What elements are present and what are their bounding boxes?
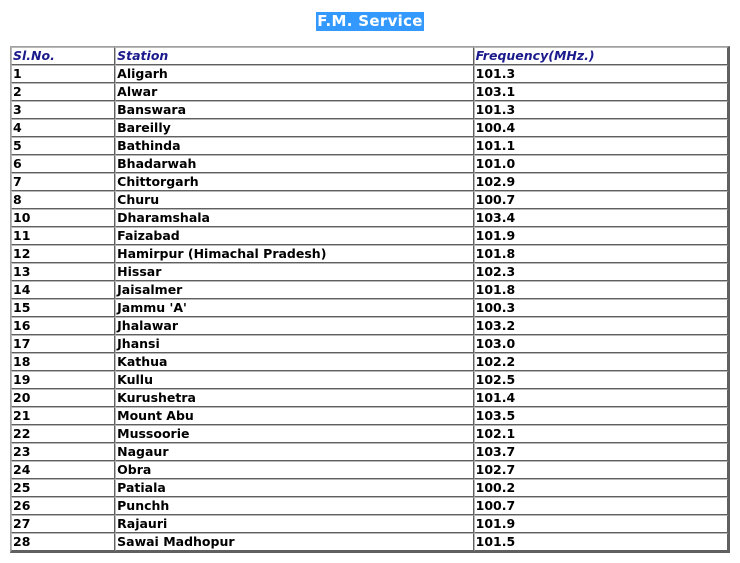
cell-station: Mussoorie xyxy=(115,425,474,443)
cell-station: Churu xyxy=(115,191,474,209)
cell-sl-no: 19 xyxy=(11,371,115,389)
cell-sl-no: 25 xyxy=(11,479,115,497)
table-row xyxy=(11,227,728,245)
cell-sl-no: 4 xyxy=(11,119,115,137)
cell-frequency: 103.4 xyxy=(474,209,728,227)
cell-station: Obra xyxy=(115,461,474,479)
cell-station: Faizabad xyxy=(115,227,474,245)
table-row xyxy=(11,353,728,371)
cell-frequency: 101.4 xyxy=(474,389,728,407)
table-row xyxy=(11,497,728,515)
table-row xyxy=(11,515,728,533)
cell-frequency: 100.2 xyxy=(474,479,728,497)
table-row xyxy=(11,533,728,551)
cell-sl-no: 21 xyxy=(11,407,115,425)
table-row xyxy=(11,389,728,407)
cell-frequency: 100.7 xyxy=(474,497,728,515)
cell-station: Sawai Madhopur xyxy=(115,533,474,551)
cell-frequency: 102.1 xyxy=(474,425,728,443)
header-sl-no: Sl.No. xyxy=(11,47,115,65)
cell-frequency: 102.2 xyxy=(474,353,728,371)
table-row xyxy=(11,335,728,353)
cell-station: Bhadarwah xyxy=(115,155,474,173)
table-row xyxy=(11,263,728,281)
cell-sl-no: 17 xyxy=(11,335,115,353)
table-row xyxy=(11,371,728,389)
cell-sl-no: 5 xyxy=(11,137,115,155)
cell-frequency: 101.9 xyxy=(474,227,728,245)
table-row xyxy=(11,461,728,479)
table-body xyxy=(11,65,728,551)
header-frequency: Frequency(MHz.) xyxy=(474,47,728,65)
table-row xyxy=(11,155,728,173)
cell-sl-no: 24 xyxy=(11,461,115,479)
cell-station: Chittorgarh xyxy=(115,173,474,191)
cell-station: Punchh xyxy=(115,497,474,515)
cell-station: Jhalawar xyxy=(115,317,474,335)
table-header-row xyxy=(11,47,728,65)
cell-frequency: 103.0 xyxy=(474,335,728,353)
cell-frequency: 102.3 xyxy=(474,263,728,281)
cell-sl-no: 3 xyxy=(11,101,115,119)
table-row xyxy=(11,119,728,137)
page-title-wrapper xyxy=(0,11,740,31)
cell-sl-no: 28 xyxy=(11,533,115,551)
table-row xyxy=(11,245,728,263)
fm-stations-table xyxy=(10,46,730,553)
table-row xyxy=(11,443,728,461)
cell-sl-no: 10 xyxy=(11,209,115,227)
table-row xyxy=(11,299,728,317)
cell-station: Jammu 'A' xyxy=(115,299,474,317)
cell-sl-no: 6 xyxy=(11,155,115,173)
cell-frequency: 101.1 xyxy=(474,137,728,155)
cell-station: Rajauri xyxy=(115,515,474,533)
cell-station: Jaisalmer xyxy=(115,281,474,299)
cell-frequency: 102.9 xyxy=(474,173,728,191)
cell-station: Hissar xyxy=(115,263,474,281)
cell-station: Bathinda xyxy=(115,137,474,155)
cell-station: Nagaur xyxy=(115,443,474,461)
cell-station: Patiala xyxy=(115,479,474,497)
cell-frequency: 101.5 xyxy=(474,533,728,551)
cell-frequency: 103.2 xyxy=(474,317,728,335)
cell-station: Mount Abu xyxy=(115,407,474,425)
table-row xyxy=(11,101,728,119)
cell-sl-no: 26 xyxy=(11,497,115,515)
cell-sl-no: 12 xyxy=(11,245,115,263)
table-row xyxy=(11,65,728,83)
table-row xyxy=(11,479,728,497)
cell-sl-no: 23 xyxy=(11,443,115,461)
cell-frequency: 103.5 xyxy=(474,407,728,425)
table-row xyxy=(11,425,728,443)
cell-frequency: 101.8 xyxy=(474,245,728,263)
cell-station: Bareilly xyxy=(115,119,474,137)
cell-sl-no: 7 xyxy=(11,173,115,191)
cell-frequency: 102.5 xyxy=(474,371,728,389)
cell-frequency: 101.9 xyxy=(474,515,728,533)
cell-sl-no: 20 xyxy=(11,389,115,407)
cell-station: Banswara xyxy=(115,101,474,119)
header-station: Station xyxy=(115,47,474,65)
table-row xyxy=(11,191,728,209)
cell-sl-no: 27 xyxy=(11,515,115,533)
cell-sl-no: 8 xyxy=(11,191,115,209)
cell-station: Jhansi xyxy=(115,335,474,353)
cell-sl-no: 16 xyxy=(11,317,115,335)
cell-station: Dharamshala xyxy=(115,209,474,227)
cell-sl-no: 15 xyxy=(11,299,115,317)
cell-frequency: 101.3 xyxy=(474,65,728,83)
cell-frequency: 103.1 xyxy=(474,83,728,101)
cell-station: Hamirpur (Himachal Pradesh) xyxy=(115,245,474,263)
cell-station: Kullu xyxy=(115,371,474,389)
table-row xyxy=(11,317,728,335)
cell-frequency: 102.7 xyxy=(474,461,728,479)
cell-sl-no: 13 xyxy=(11,263,115,281)
table-row xyxy=(11,281,728,299)
table-row xyxy=(11,83,728,101)
cell-sl-no: 14 xyxy=(11,281,115,299)
cell-sl-no: 1 xyxy=(11,65,115,83)
cell-sl-no: 22 xyxy=(11,425,115,443)
table-row xyxy=(11,173,728,191)
cell-sl-no: 18 xyxy=(11,353,115,371)
cell-station: Kathua xyxy=(115,353,474,371)
cell-frequency: 101.3 xyxy=(474,101,728,119)
cell-frequency: 100.7 xyxy=(474,191,728,209)
cell-frequency: 101.8 xyxy=(474,281,728,299)
cell-station: Alwar xyxy=(115,83,474,101)
cell-frequency: 101.0 xyxy=(474,155,728,173)
cell-frequency: 100.3 xyxy=(474,299,728,317)
cell-frequency: 103.7 xyxy=(474,443,728,461)
cell-station: Kurushetra xyxy=(115,389,474,407)
table-row xyxy=(11,137,728,155)
cell-sl-no: 11 xyxy=(11,227,115,245)
cell-sl-no: 2 xyxy=(11,83,115,101)
table-row xyxy=(11,407,728,425)
table-row xyxy=(11,209,728,227)
page-title: F.M. Service xyxy=(317,12,423,30)
cell-station: Aligarh xyxy=(115,65,474,83)
cell-frequency: 100.4 xyxy=(474,119,728,137)
